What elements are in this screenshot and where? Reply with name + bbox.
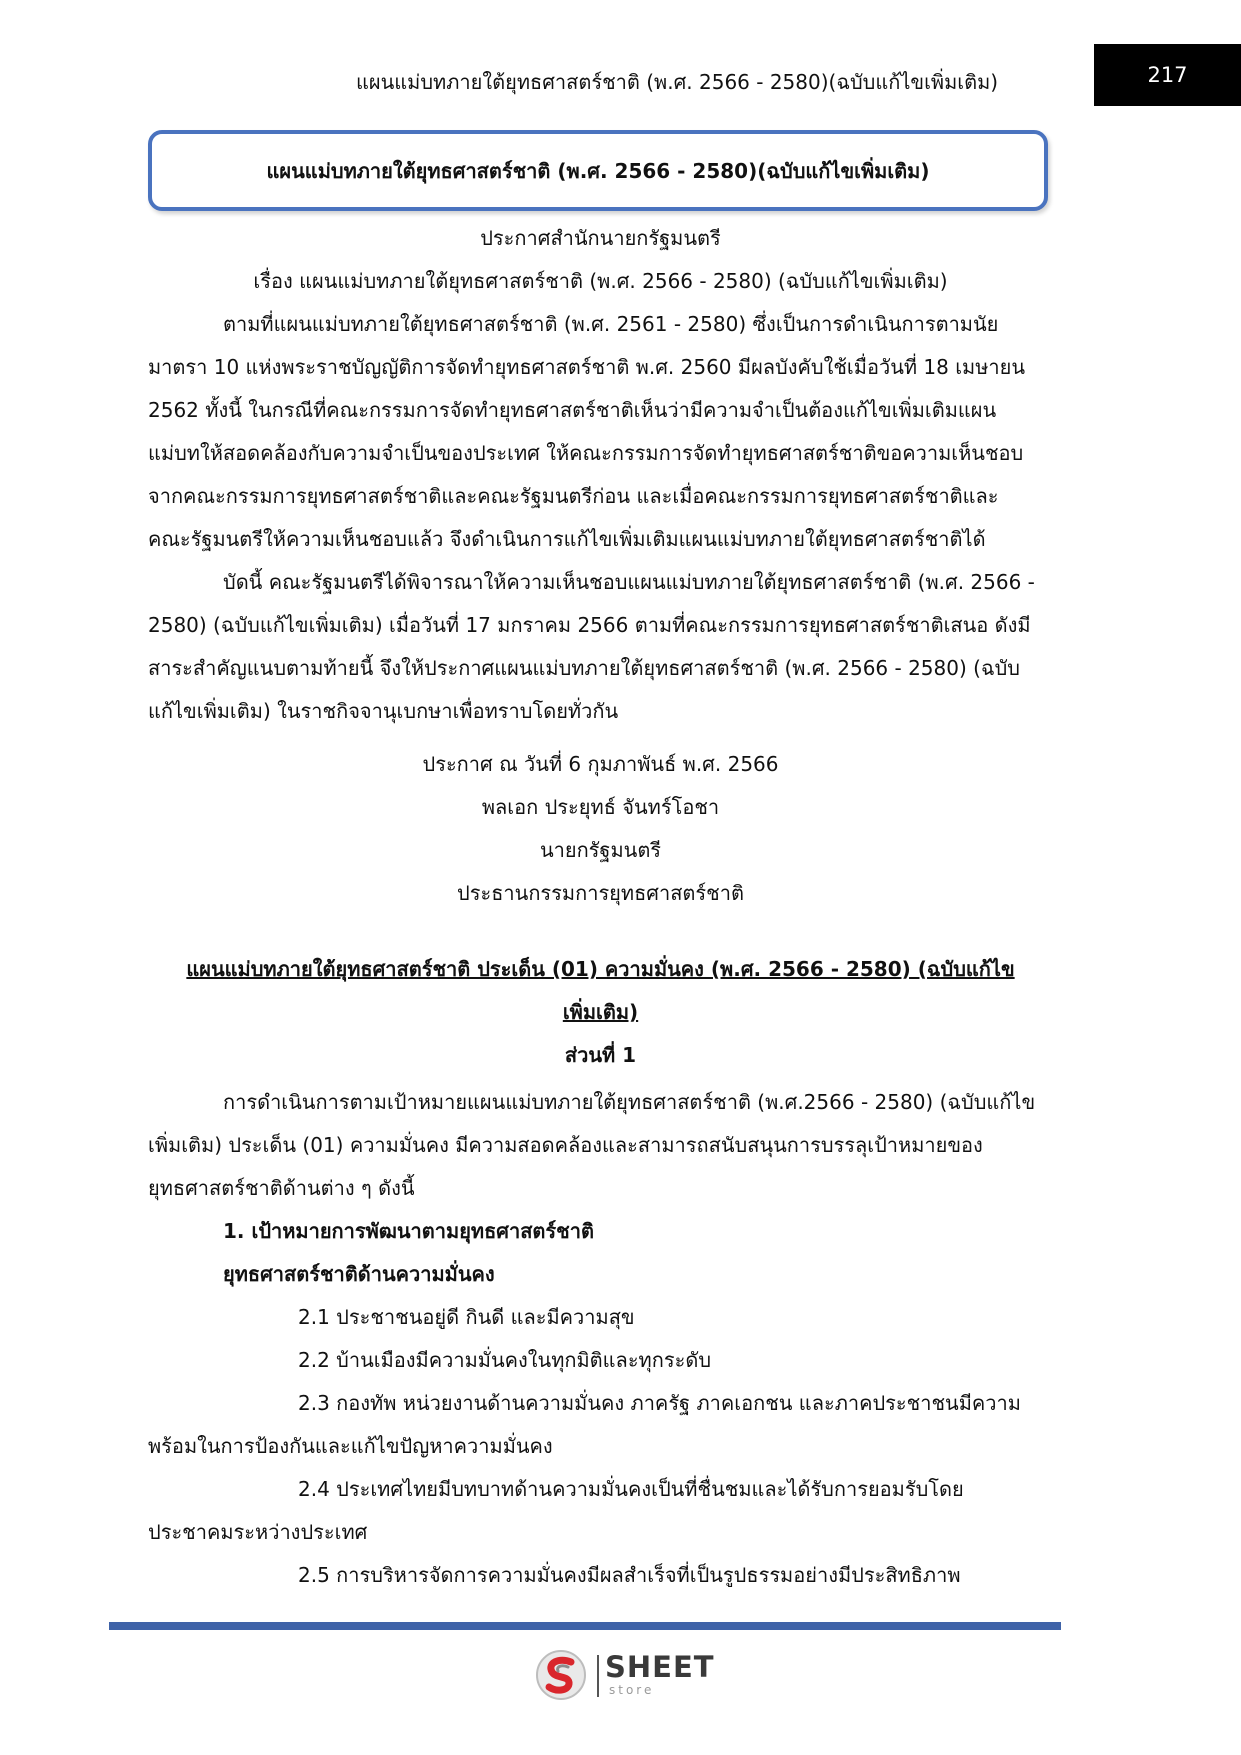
paragraph-line: การดำเนินการตามเป้าหมายแผนแม่บทภายใต้ยุทธศาสตร์ชาติ (พ.ศ.2566 - 2580) (ฉบับแก้ไข	[223, 1090, 1036, 1114]
footer-logo	[535, 1647, 715, 1703]
section-heading: แผนแม่บทภายใต้ยุทธศาสตร์ชาติ ประเด็น (01) ความมั่นคง (พ.ศ. 2566 - 2580) (ฉบับแก้ไข	[186, 957, 1015, 981]
logo-subtext: store	[609, 1683, 655, 1697]
paragraph-line: 2580) (ฉบับแก้ไขเพิ่มเติม) เมื่อวันที่ 17 มกราคม 2566 ตามที่คณะกรรมการยุทธศาสตร์ชาติเสนอ ดังมี	[148, 613, 1031, 637]
announcement-issuer: ประกาศสำนักนายกรัฐมนตรี	[480, 226, 721, 250]
list-item: 2.3 กองทัพ หน่วยงานด้านความมั่นคง ภาครัฐ ภาคเอกชน และภาคประชาชนมีความ	[298, 1391, 1021, 1415]
paragraph-line: มาตรา 10 แห่งพระราชบัญญัติการจัดทำยุทธศาสตร์ชาติ พ.ศ. 2560 มีผลบังคับใช้เมื่อวันที่ 18 เมษายน	[148, 355, 1026, 379]
signatory-role: ประธานกรรมการยุทธศาสตร์ชาติ	[457, 881, 744, 905]
logo-wordmark: SHEET	[605, 1650, 715, 1684]
document-title: แผนแม่บทภายใต้ยุทธศาสตร์ชาติ (พ.ศ. 2566 - 2580)(ฉบับแก้ไขเพิ่มเติม)	[266, 158, 930, 183]
paragraph-line: เพิ่มเติม) ประเด็น (01) ความมั่นคง มีความสอดคล้องและสามารถสนับสนุนการบรรลุเป้าหมายของ	[148, 1133, 983, 1157]
list-item: 2.5 การบริหารจัดการความมั่นคงมีผลสำเร็จที่เป็นรูปธรรมอย่างมีประสิทธิภาพ	[298, 1563, 961, 1587]
section-heading-continued: เพิ่มเติม)	[562, 1000, 639, 1024]
sheet-store-logo-icon	[535, 1649, 587, 1701]
footer-rule	[109, 1622, 1061, 1630]
paragraph-line: 2562 ทั้งนี้ ในกรณีที่คณะกรรมการจัดทำยุทธศาสตร์ชาติเห็นว่ามีความจำเป็นต้องแก้ไขเพิ่มเติมแผน	[148, 398, 997, 422]
goal-subheading: ยุทธศาสตร์ชาติด้านความมั่นคง	[223, 1262, 495, 1286]
goal-heading: 1. เป้าหมายการพัฒนาตามยุทธศาสตร์ชาติ	[223, 1219, 594, 1243]
part-heading: ส่วนที่ 1	[564, 1043, 637, 1067]
list-item-continued: พร้อมในการป้องกันและแก้ไขปัญหาความมั่นคง	[148, 1434, 553, 1458]
signatory-name: พลเอก ประยุทธ์ จันทร์โอชา	[481, 795, 720, 819]
list-item: 2.1 ประชาชนอยู่ดี กินดี และมีความสุข	[298, 1305, 635, 1329]
logo-divider	[597, 1655, 599, 1697]
paragraph-line: แม่บทให้สอดคล้องกับความจำเป็นของประเทศ ให้คณะกรรมการจัดทำยุทธศาสตร์ชาติขอความเห็นชอบ	[148, 441, 1024, 465]
page-number: 217	[1094, 44, 1241, 106]
list-item: 2.4 ประเทศไทยมีบทบาทด้านความมั่นคงเป็นที่ชื่นชมและได้รับการยอมรับโดย	[298, 1477, 964, 1501]
list-item: 2.2 บ้านเมืองมีความมั่นคงในทุกมิติและทุกระดับ	[298, 1348, 712, 1372]
title-box	[148, 130, 1048, 211]
paragraph-line: ตามที่แผนแม่บทภายใต้ยุทธศาสตร์ชาติ (พ.ศ. 2561 - 2580) ซึ่งเป็นการดำเนินการตามนัย	[223, 312, 999, 336]
paragraph-line: ยุทธศาสตร์ชาติด้านต่าง ๆ ดังนี้	[148, 1176, 415, 1200]
announcement-date: ประกาศ ณ วันที่ 6 กุมภาพันธ์ พ.ศ. 2566	[422, 752, 779, 776]
signatory-position: นายกรัฐมนตรี	[539, 838, 662, 862]
announcement-subject: เรื่อง แผนแม่บทภายใต้ยุทธศาสตร์ชาติ (พ.ศ. 2566 - 2580) (ฉบับแก้ไขเพิ่มเติม)	[253, 269, 948, 293]
list-item-continued: ประชาคมระหว่างประเทศ	[148, 1520, 368, 1544]
paragraph-line: บัดนี้ คณะรัฐมนตรีได้พิจารณาให้ความเห็นชอบแผนแม่บทภายใต้ยุทธศาสตร์ชาติ (พ.ศ. 2566 -	[223, 570, 1035, 594]
paragraph-line: แก้ไขเพิ่มเติม) ในราชกิจจานุเบกษาเพื่อทราบโดยทั่วกัน	[148, 699, 619, 723]
paragraph-line: จากคณะกรรมการยุทธศาสตร์ชาติและคณะรัฐมนตรีก่อน และเมื่อคณะกรรมการยุทธศาสตร์ชาติและ	[148, 484, 999, 508]
paragraph-line: คณะรัฐมนตรีให้ความเห็นชอบแล้ว จึงดำเนินการแก้ไขเพิ่มเติมแผนแม่บทภายใต้ยุทธศาสตร์ชาติได้	[148, 527, 986, 551]
running-header: แผนแม่บทภายใต้ยุทธศาสตร์ชาติ (พ.ศ. 2566 - 2580)(ฉบับแก้ไขเพิ่มเติม)	[356, 70, 999, 94]
paragraph-line: สาระสำคัญแนบตามท้ายนี้ จึงให้ประกาศแผนแม่บทภายใต้ยุทธศาสตร์ชาติ (พ.ศ. 2566 - 2580) (ฉบับ	[148, 656, 1020, 680]
